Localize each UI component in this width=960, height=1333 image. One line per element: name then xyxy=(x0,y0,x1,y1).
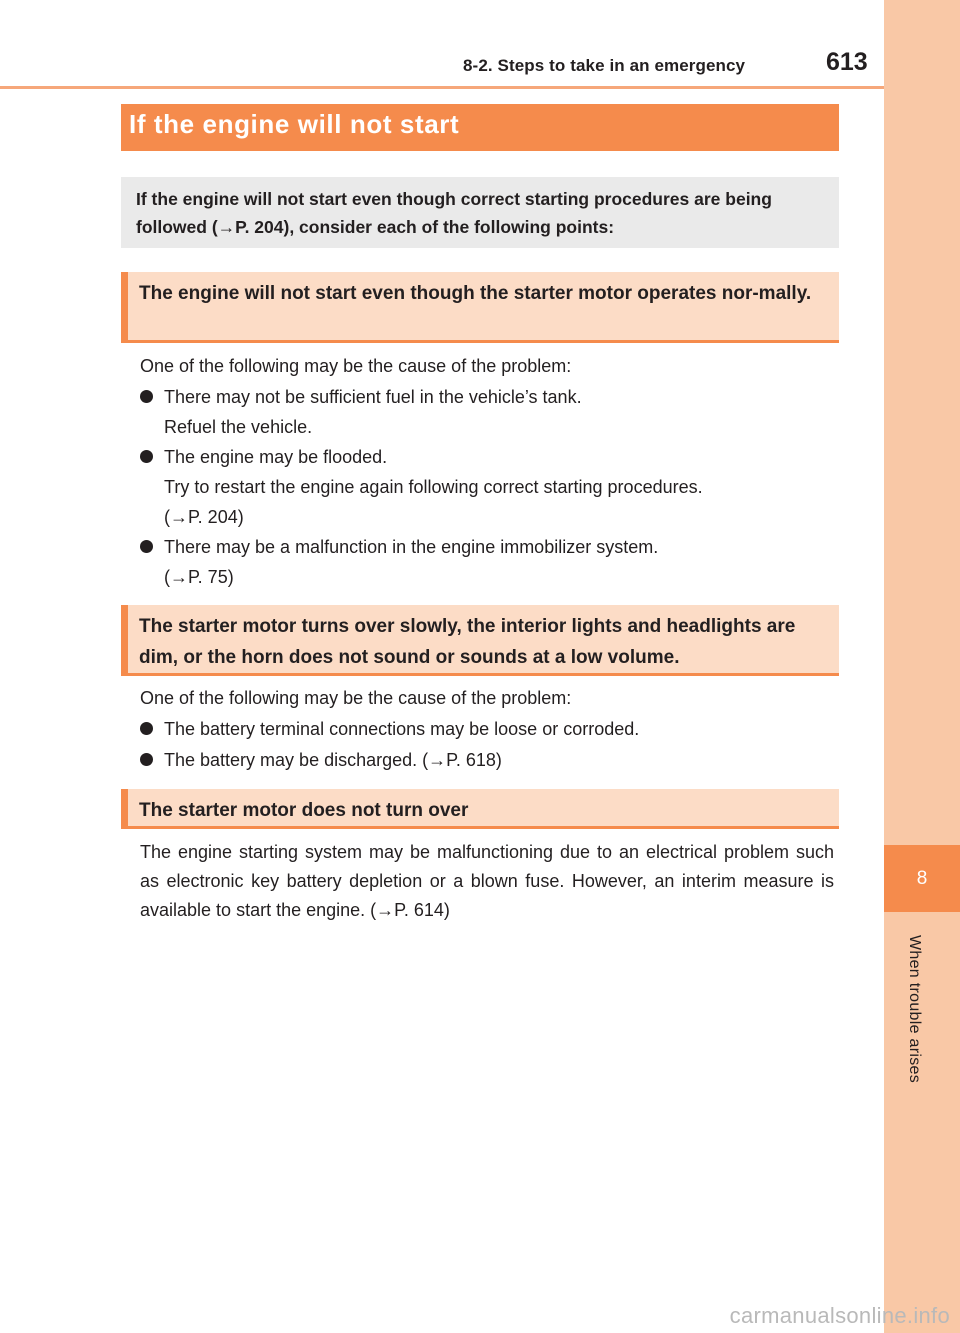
bullet-icon xyxy=(140,722,153,735)
bullet-icon xyxy=(140,390,153,403)
page-title: If the engine will not start xyxy=(121,104,839,151)
section-1-lead: One of the following may be the cause of the problem: xyxy=(140,356,572,376)
section-heading-3: The starter motor does not turn over xyxy=(121,789,839,829)
list-item-text: The battery terminal connections may be loose or corroded. xyxy=(164,719,640,739)
watermark-text: carmanualsonline.info xyxy=(729,1303,950,1328)
header-section-title: 8-2. Steps to take in an emergency xyxy=(463,56,746,75)
chapter-number-tab[interactable]: 8 xyxy=(884,845,960,912)
chapter-title: When trouble arises xyxy=(906,935,923,1083)
list-item-text: There may be a malfunction in the engine immobilizer system. xyxy=(164,537,659,557)
bullet-icon xyxy=(140,450,153,463)
list-item-text: The engine may be flooded. xyxy=(164,447,388,467)
page-reference-link[interactable]: (→P. 204) xyxy=(164,507,244,527)
page-number: 613 xyxy=(826,48,868,76)
page-reference-link[interactable]: (→P. 75) xyxy=(164,567,234,587)
list-item-text: Try to restart the engine again following correct starting procedures. xyxy=(164,477,703,497)
intro-box xyxy=(121,177,839,248)
bullet-icon xyxy=(140,540,153,553)
section-2-lead: One of the following may be the cause of the problem: xyxy=(140,688,572,708)
section-heading-1: The engine will not start even though the starter motor operates nor-mally. xyxy=(121,272,839,343)
list-item-text: There may not be sufficient fuel in the vehicle’s tank. xyxy=(164,387,582,407)
chapter-side-tab xyxy=(884,0,960,1333)
section-3-paragraph: The engine starting system may be malfunctioning due to an electrical problem such as electronic key battery depletion or a blown fuse. However, an interim measure is available to start the engine. (→P. 614) xyxy=(140,842,834,920)
header-divider xyxy=(0,86,884,89)
list-item-text: Refuel the vehicle. xyxy=(164,417,313,437)
bullet-icon xyxy=(140,753,153,766)
section-heading-2: The starter motor turns over slowly, the interior lights and headlights are dim, or the horn does not sound or sounds at a low volume. xyxy=(121,605,839,676)
list-item-text: The battery may be discharged. (→P. 618) xyxy=(164,750,502,770)
intro-text: If the engine will not start even though correct starting procedures are being followed (→P. 204), consider each of the following points: xyxy=(136,189,772,237)
